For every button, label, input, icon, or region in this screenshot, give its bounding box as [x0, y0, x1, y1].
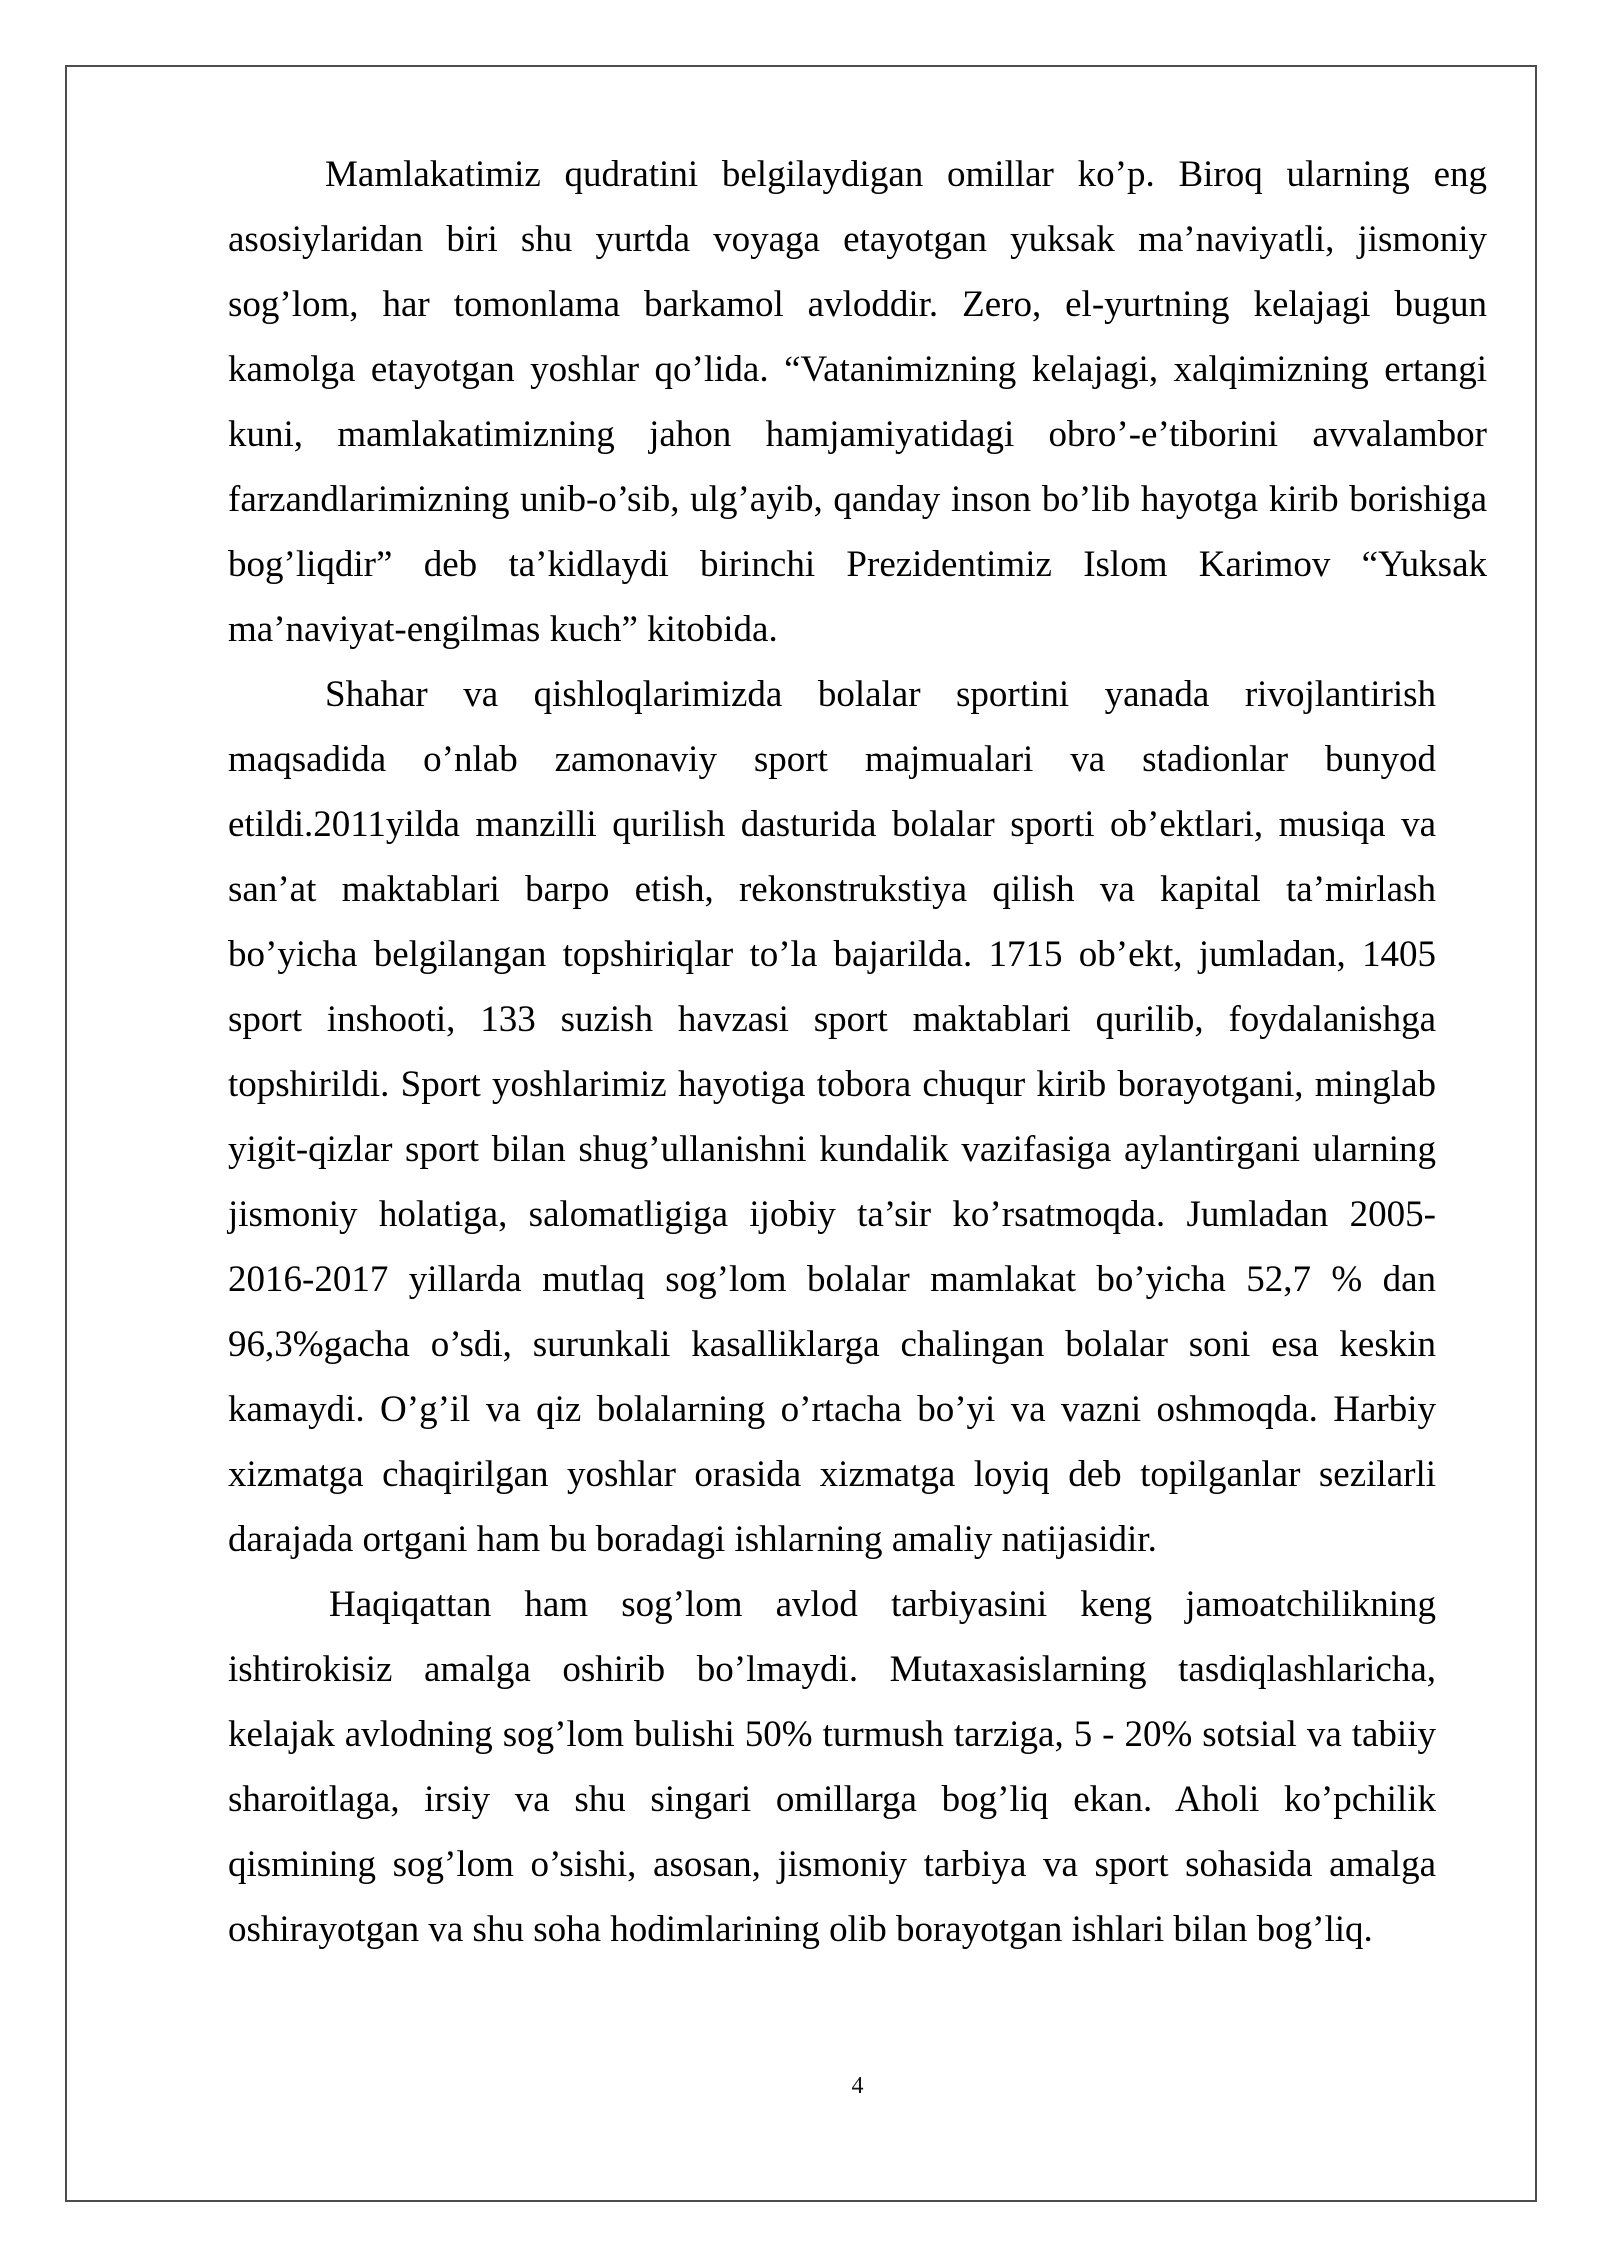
text-line: qismining sog’lom o’sishi, asosan, jismoniy tarbiya va sport sohasida amalga [228, 1844, 1436, 1885]
text-line: kamolga etayotgan yoshlar qo’lida. “Vatanimizning kelajagi, xalqimizning ertangi [228, 349, 1487, 390]
text-line: topshirildi. Sport yoshlarimiz hayotiga tobora chuqur kirib borayotgani, minglab [228, 1064, 1436, 1105]
text-line: 2016-2017 yillarda mutlaq sog’lom bolalar mamlakat bo’yicha 52,7 % dan [228, 1259, 1436, 1300]
text-line: kamaydi. O’g’il va qiz bolalarning o’rtacha bo’yi va vazni oshmoqda. Harbiy [228, 1389, 1436, 1430]
text-line: ishtirokisiz amalga oshirib bo’lmaydi. Mutaxasislarning tasdiqlashlaricha, [228, 1649, 1436, 1690]
paragraph-1 [228, 142, 1487, 662]
text-line: sport inshooti, 133 suzish havzasi sport maktablari qurilib, foydalanishga [228, 999, 1436, 1040]
text-line: bog’liqdir” deb ta’kidlaydi birinchi Prezidentimiz Islom Karimov “Yuksak [228, 544, 1487, 585]
paragraph-2 [228, 662, 1436, 1572]
text-line: yigit-qizlar sport bilan shug’ullanishni kundalik vazifasiga aylantirgani ularning [228, 1129, 1436, 1170]
text-line: maqsadida o’nlab zamonaviy sport majmualari va stadionlar bunyod [228, 739, 1436, 780]
text-line: etildi.2011yilda manzilli qurilish dasturida bolalar sporti ob’ektlari, musiqa va [228, 804, 1436, 845]
body-text [228, 142, 1487, 1962]
text-line: asosiylaridan biri shu yurtda voyaga etayotgan yuksak ma’naviyatli, jismoniy [228, 219, 1487, 260]
text-line: bo’yicha belgilangan topshiriqlar to’la bajarilda. 1715 ob’ekt, jumladan, 1405 [228, 934, 1436, 975]
page-number: 4 [851, 2073, 864, 2099]
text-line: darajada ortgani ham bu boradagi ishlarning amaliy natijasidir. [228, 1519, 1157, 1560]
text-line: Haqiqattan ham sog’lom avlod tarbiyasini keng jamoatchilikning [329, 1584, 1436, 1625]
text-line: 96,3%gacha o’sdi, surunkali kasalliklarga chalingan bolalar soni esa keskin [228, 1324, 1436, 1365]
text-line: oshirayotgan va shu soha hodimlarining olib borayotgan ishlari bilan bog’liq. [228, 1909, 1373, 1950]
text-line: Mamlakatimiz qudratini belgilaydigan omillar ko’p. Biroq ularning eng [325, 154, 1487, 195]
text-line: sog’lom, har tomonlama barkamol avloddir. Zero, el-yurtning kelajagi bugun [228, 284, 1487, 325]
text-line: kuni, mamlakatimizning jahon hamjamiyatidagi obro’-e’tiborini avvalambor [228, 414, 1487, 455]
paragraph-3 [228, 1572, 1436, 1962]
text-line: jismoniy holatiga, salomatligiga ijobiy ta’sir ko’rsatmoqda. Jumladan 2005- [228, 1194, 1436, 1235]
text-line: xizmatga chaqirilgan yoshlar orasida xizmatga loyiq deb topilganlar sezilarli [228, 1454, 1436, 1495]
text-line: ma’naviyat-engilmas kuch” kitobida. [228, 609, 778, 650]
text-line: sharoitlaga, irsiy va shu singari omillarga bog’liq ekan. Aholi ko’pchilik [228, 1779, 1436, 1820]
text-line: san’at maktablari barpo etish, rekonstrukstiya qilish va kapital ta’mirlash [228, 869, 1436, 910]
text-line: kelajak avlodning sog’lom bulishi 50% turmush tarziga, 5 - 20% sotsial va tabiiy [228, 1714, 1436, 1755]
text-line: Shahar va qishloqlarimizda bolalar sportini yanada rivojlantirish [325, 674, 1436, 715]
text-line: farzandlarimizning unib-o’sib, ulg’ayib, qanday inson bo’lib hayotga kirib borishiga [228, 479, 1487, 520]
